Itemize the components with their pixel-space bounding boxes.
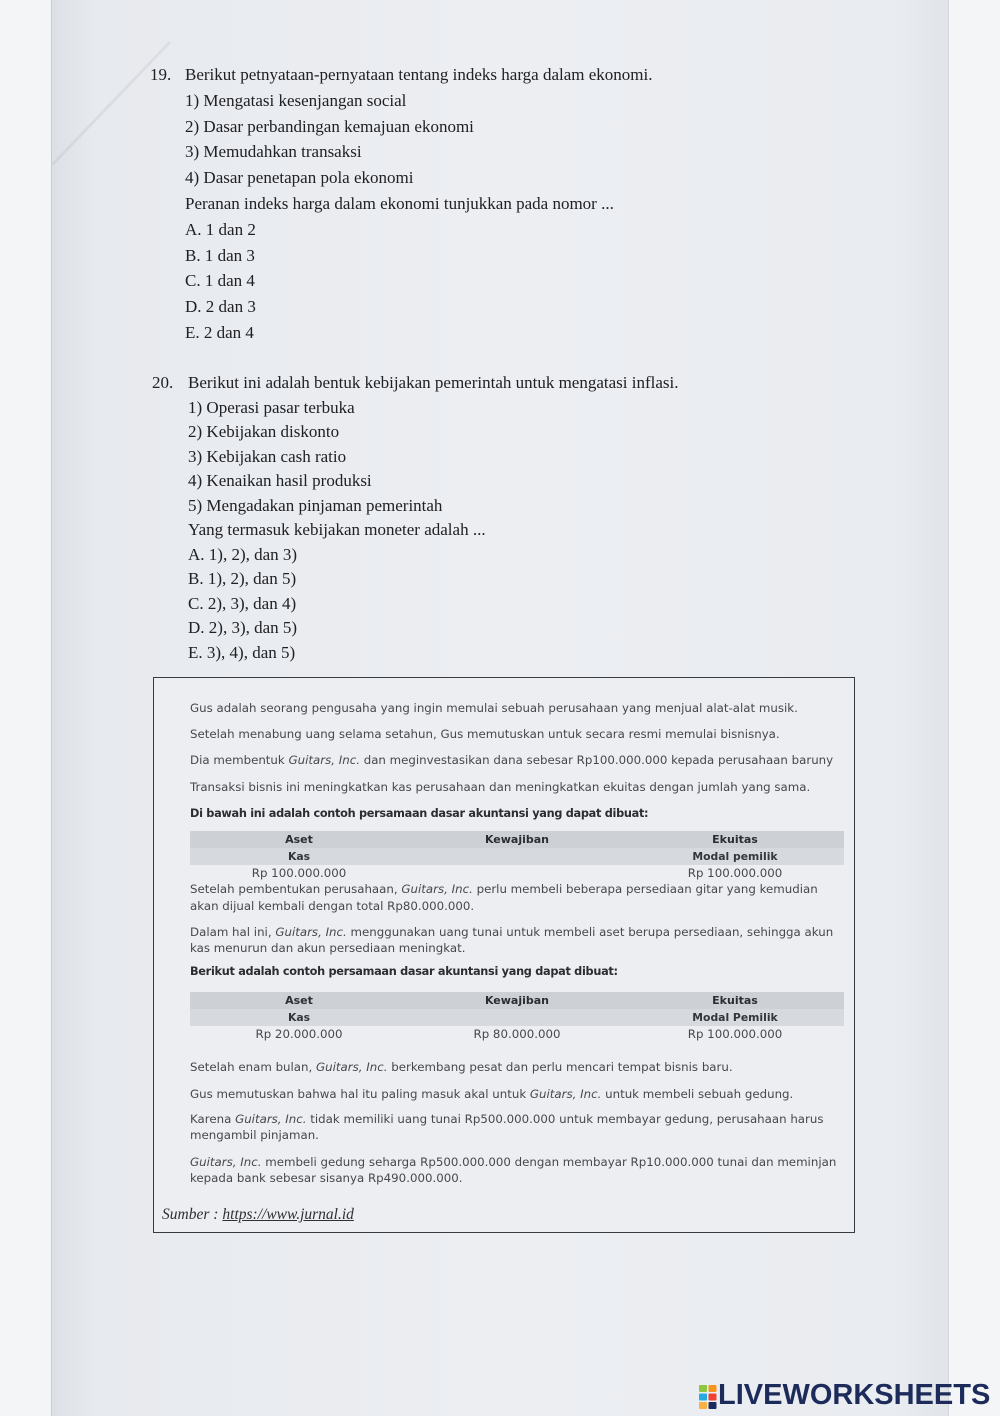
text-segment: tidak memiliki uang tunai Rp500.000.000 untuk membayar gedung, perusahaan harus (310, 1112, 824, 1126)
amount-aset: Rp 100.000.000 (251, 866, 347, 880)
text-segment: Dalam hal ini, (190, 925, 272, 939)
account-aset: Kas (287, 1011, 311, 1024)
paragraph-line: mengambil pinjaman. (190, 1128, 319, 1142)
case-paragraph-saving: Setelah menabung uang selama setahun, Gus memutuskan untuk secara resmi memulai bisnisnya. (190, 727, 780, 741)
amount-ekuitas: Rp 100.000.000 (687, 866, 783, 880)
paragraph-line (190, 925, 833, 941)
case-paragraph-intro: Gus adalah seorang pengusaha yang ingin memulai sebuah perusahaan yang menjual alat-alat musik. (190, 701, 798, 715)
header-kewajiban: Kewajiban (484, 833, 550, 846)
paragraph-line (190, 1154, 836, 1170)
company-name: Guitars, Inc. (401, 882, 473, 896)
case-paragraph-building-decision (190, 1086, 793, 1102)
table-header-row (190, 992, 844, 1009)
statement-item: 4) Dasar penetapan pola ekonomi (185, 168, 414, 188)
question-number: 20. (152, 373, 174, 392)
answer-option-d: D. 2 dan 3 (185, 297, 256, 317)
text-segment: Setelah enam bulan, (190, 1060, 313, 1074)
statement-item: 2) Kebijakan diskonto (188, 422, 340, 441)
account-aset: Kas (287, 850, 311, 863)
equation-heading-1: Di bawah ini adalah contoh persamaan dasar akuntansi yang dapat dibuat: (190, 807, 649, 820)
question-stem: Berikut petnyataan-pernyataan tentang indeks harga dalam ekonomi. (185, 65, 653, 84)
paragraph-line (190, 881, 818, 898)
company-name: Guitars, Inc. (275, 925, 347, 939)
text-segment: Dia membentuk (190, 753, 285, 767)
answer-option-b: B. 1), 2), dan 5) (188, 569, 297, 588)
amount-kewajiban: Rp 80.000.000 (473, 1027, 561, 1041)
case-paragraph-building-purchase (190, 1154, 836, 1186)
answer-option-d: D. 2), 3), dan 5) (188, 618, 298, 637)
header-aset: Aset (285, 994, 313, 1007)
text-segment: perlu membeli beberapa persediaan gitar yang kemudian (476, 882, 818, 896)
text-segment: untuk membeli sebuah gedung. (605, 1087, 794, 1101)
header-ekuitas: Ekuitas (712, 994, 758, 1007)
answer-option-e: E. 3), 4), dan 5) (188, 642, 296, 662)
header-aset: Aset (285, 833, 313, 846)
case-paragraph-inventory-purchase (190, 881, 818, 914)
statement-item: 1) Operasi pasar terbuka (188, 397, 355, 417)
accounting-equation-table-1 (190, 831, 844, 882)
equation-heading-2: Berikut adalah contoh persamaan dasar akuntansi yang dapat dibuat: (190, 965, 618, 978)
answer-option-e: E. 2 dan 4 (185, 322, 254, 342)
statement-item: 3) Kebijakan cash ratio (188, 446, 347, 466)
account-ekuitas: Modal pemilik (692, 850, 778, 863)
answer-option-b: B. 1 dan 3 (185, 245, 255, 265)
company-name: Guitars, Inc. (190, 1155, 262, 1169)
text-segment: Karena (190, 1112, 232, 1126)
text-segment: berkembang pesat dan perlu mencari tempat bisnis baru. (391, 1060, 733, 1074)
text-segment: Gus memutuskan bahwa hal itu paling masuk akal untuk (190, 1087, 527, 1101)
answer-option-a: A. 1), 2), dan 3) (188, 544, 298, 564)
answer-option-c: C. 1 dan 4 (185, 271, 255, 291)
question-stem: Berikut ini adalah bentuk kebijakan pemerintah untuk mengatasi inflasi. (188, 373, 679, 392)
company-name: Guitars, Inc. (529, 1087, 602, 1101)
paragraph-line (190, 1111, 824, 1127)
statement-item: 1) Mengatasi kesenjangan social (185, 90, 407, 110)
statement-item: 5) Mengadakan pinjaman pemerintah (188, 495, 443, 515)
header-kewajiban: Kewajiban (484, 994, 550, 1007)
table-account-row (190, 1009, 844, 1026)
source-url: https://www.jurnal.id (222, 1206, 354, 1223)
header-ekuitas: Ekuitas (712, 833, 758, 846)
company-name: Guitars, Inc. (316, 1060, 388, 1074)
case-paragraph-cash-to-inventory (190, 925, 833, 956)
case-paragraph-loan-need (190, 1111, 824, 1143)
amount-ekuitas: Rp 100.000.000 (687, 1027, 783, 1041)
statement-item: 4) Kenaikan hasil produksi (188, 471, 372, 490)
paragraph-line: akan dijual kembali dengan total Rp80.000.000. (190, 898, 475, 913)
question-prompt: Yang termasuk kebijakan moneter adalah ... (188, 520, 486, 539)
account-kewajiban-empty (408, 1009, 626, 1026)
amount-kewajiban-empty (408, 865, 626, 882)
source-label: Sumber : (162, 1206, 219, 1223)
case-paragraph-growth (190, 1059, 733, 1075)
question-20 (152, 371, 679, 665)
amount-aset: Rp 20.000.000 (255, 1027, 343, 1041)
statement-item: 3) Memudahkan transaksi (185, 142, 362, 162)
accounting-equation-table-2 (190, 992, 844, 1043)
text-segment: Setelah pembentukan perusahaan, (190, 882, 398, 896)
text-segment: membeli gedung seharga Rp500.000.000 dengan membayar Rp10.000.000 tunai dan meminjan (265, 1155, 837, 1169)
question-19 (150, 62, 653, 346)
text-segment: dan meginvestasikan dana sebesar Rp100.000.000 kepada perusahaan baruny (363, 753, 834, 767)
company-name: Guitars, Inc. (288, 753, 360, 767)
text-segment: menggunakan uang tunai untuk membeli aset berupa persediaan, sehingga akun (350, 925, 834, 939)
answer-option-c: C. 2), 3), dan 4) (188, 593, 297, 613)
case-paragraph-founding (190, 752, 833, 768)
case-paragraph-transaction-effect: Transaksi bisnis ini meningkatkan kas perusahaan dan meningkatkan ekuitas dengan jumlah yang sama. (190, 780, 811, 794)
paragraph-line: kas menurun dan akun persediaan meningkat. (190, 940, 466, 955)
table-account-row (190, 848, 844, 865)
statement-item: 2) Dasar perbandingan kemajuan ekonomi (185, 116, 474, 136)
paragraph-line: kepada bank sebesar sisanya Rp490.000.000. (190, 1171, 463, 1185)
question-20-stem-line (152, 371, 679, 396)
source-citation (162, 1205, 354, 1225)
question-prompt: Peranan indeks harga dalam ekonomi tunjukkan pada nomor ... (185, 193, 614, 213)
answer-option-a: A. 1 dan 2 (185, 219, 256, 239)
account-ekuitas: Modal Pemilik (692, 1011, 778, 1024)
table-amount-row (190, 1026, 844, 1043)
question-number: 19. (150, 65, 172, 84)
table-header-row (190, 831, 844, 848)
logo-wordmark: LIVEWORKSHEETS (718, 1379, 991, 1411)
table-amount-row (190, 865, 844, 882)
question-19-stem-line (150, 62, 653, 88)
case-study-box (153, 677, 855, 1233)
colored-tiles-icon (699, 1385, 717, 1409)
company-name: Guitars, Inc. (235, 1112, 307, 1126)
account-kewajiban-empty (408, 848, 626, 865)
